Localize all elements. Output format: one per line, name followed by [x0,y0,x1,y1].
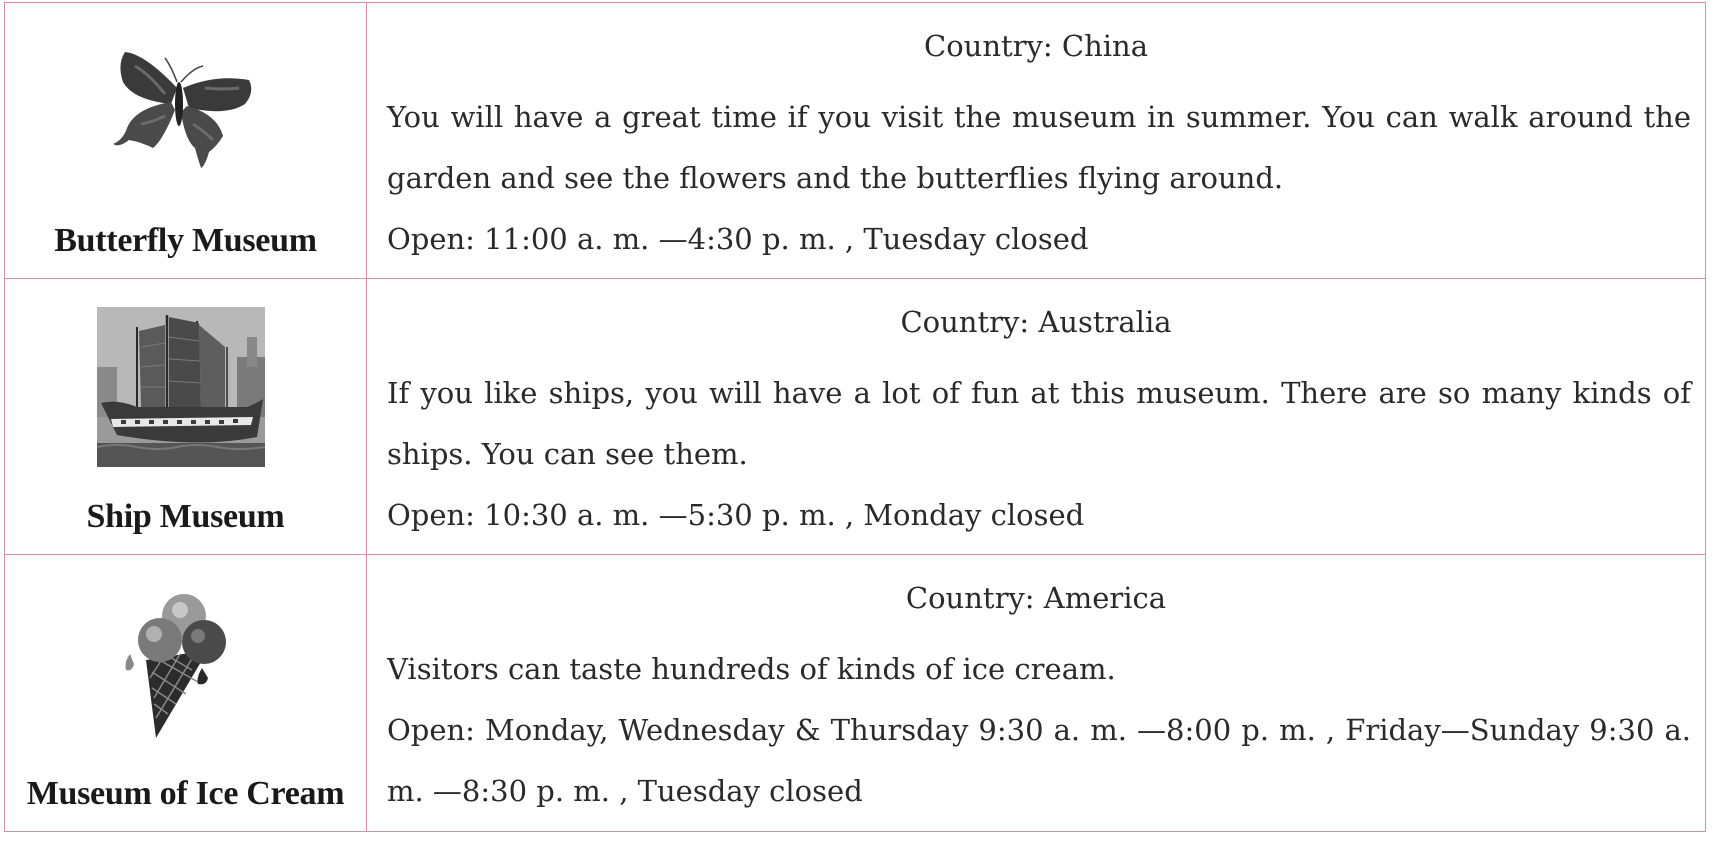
museum-name: Ship Museum [86,498,285,535]
museum-info-cell [367,279,1706,555]
table-row [5,555,1706,832]
museum-opening-hours: Open: Monday, Wednesday & Thursday 9:30 a. m. —8:00 p. m. , Friday—Sunday 9:30 a. m. —8:30 p. m. , Tuesday closed [387,713,1691,808]
museum-name: Butterfly Museum [54,222,317,259]
museum-opening-hours: Open: 11:00 a. m. —4:30 p. m. , Tuesday closed [387,222,1089,256]
museum-country: Country: America [905,581,1167,615]
butterfly-icon [105,44,261,174]
museum-opening-hours: Open: 10:30 a. m. —5:30 p. m. , Monday closed [387,498,1085,532]
museum-description: Visitors can taste hundreds of kinds of ice cream. [387,652,1116,686]
museum-country: Country: Australia [900,305,1172,339]
museum-country: Country: China [924,29,1148,63]
ice-cream-cone-icon [116,590,256,740]
museum-description: You will have a great time if you visit the museum in summer. You can walk around the garden and see the flowers and the butterflies flying around. [387,100,1691,195]
museum-name: Museum of Ice Cream [26,775,345,812]
museum-info-cell [367,3,1706,279]
sailing-ship-photo [97,307,265,467]
museum-description: If you like ships, you will have a lot of fun at this museum. There are so many kinds of ships. You can see them. [387,376,1691,471]
museum-info-cell [367,555,1706,832]
